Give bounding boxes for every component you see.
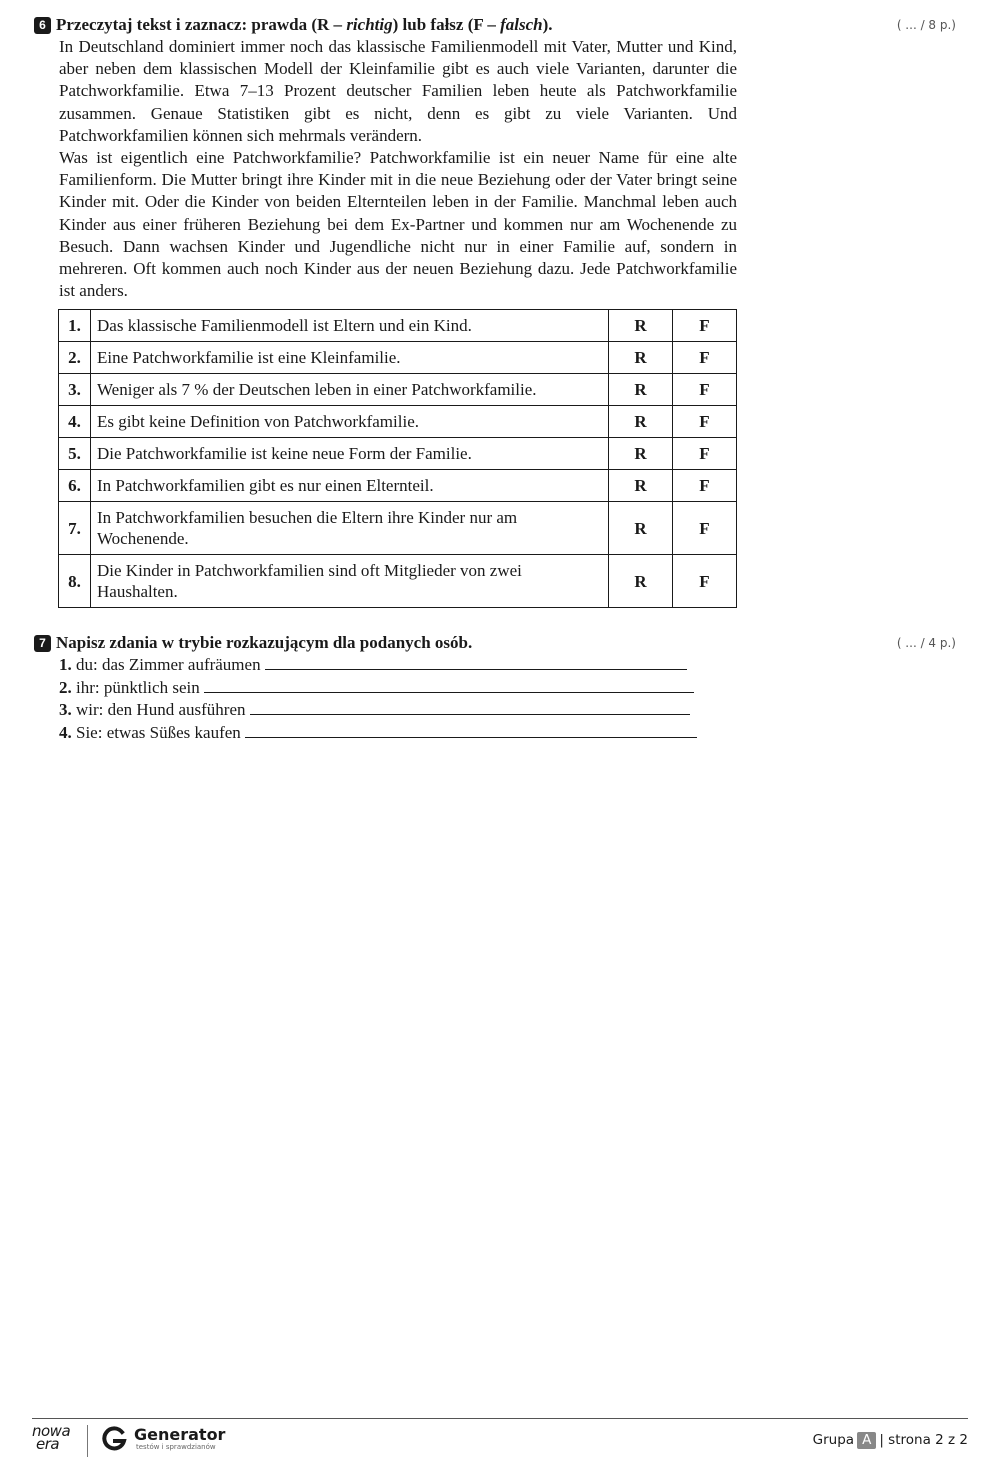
statement-text: Das klassische Familienmodell ist Eltern und ein Kind. [91,310,609,342]
false-option[interactable]: F [673,374,737,406]
true-option[interactable]: R [609,470,673,502]
false-option[interactable]: F [673,310,737,342]
statement-number: 6. [59,470,91,502]
table-row [59,310,737,342]
true-option[interactable]: R [609,502,673,555]
list-item: 2. ihr: pünktlich sein [59,677,964,700]
page-footer [32,1418,968,1469]
task-7-points: ( ... / 4 p.) [896,636,956,650]
statement-text: Die Kinder in Patchworkfamilien sind oft Mitglieder von zwei Haushalten. [91,555,609,608]
table-row [59,342,737,374]
false-option[interactable]: F [673,502,737,555]
false-option[interactable]: F [673,342,737,374]
answer-line[interactable] [204,677,694,693]
table-row [59,438,737,470]
statement-text: Es gibt keine Definition von Patchworkfamilie. [91,406,609,438]
list-item: 1. du: das Zimmer aufräumen [59,654,964,677]
task-6-points: ( ... / 8 p.) [896,18,956,32]
true-option[interactable]: R [609,342,673,374]
table-row [59,502,737,555]
task-number-badge: 7 [34,635,51,652]
true-option[interactable]: R [609,555,673,608]
generator-logo-subtitle: testów i sprawdzianów [136,1443,216,1451]
logo-divider [87,1425,88,1457]
answer-line[interactable] [245,722,697,738]
task-7-header [34,632,964,654]
statement-text: Die Patchworkfamilie ist keine neue Form der Familie. [91,438,609,470]
true-option[interactable]: R [609,310,673,342]
task-6-header [34,14,964,36]
statement-text: In Patchworkfamilien gibt es nur einen Elternteil. [91,470,609,502]
true-option[interactable]: R [609,406,673,438]
statement-number: 8. [59,555,91,608]
statement-text: Eine Patchworkfamilie ist eine Kleinfamilie. [91,342,609,374]
task-6-instruction: Przeczytaj tekst i zaznacz: prawda (R – richtig) lub fałsz (F – falsch). [56,15,553,34]
page-info: Grupa A | strona 2 z 2 [812,1432,968,1448]
table-row [59,470,737,502]
false-option[interactable]: F [673,438,737,470]
statement-number: 2. [59,342,91,374]
table-row [59,406,737,438]
text-paragraph-1: In Deutschland dominiert immer noch das klassische Familienmodell mit Vater, Mutter und Kind, aber neben dem klassischen Modell der Kleinfamilie gibt es auch viele Varianten, darunter die Patchworkfamilie. Etwa 7–13 Prozent deutscher Familien leben heute als Patchworkfamilie zusammen. Genaue Statistiken gibt es nicht, denn es gibt zu viele Varianten. Und Patchworkfamilien können sich mehrmals verändern. [59,37,737,145]
list-item: 4. Sie: etwas Süßes kaufen [59,722,964,745]
statement-number: 1. [59,310,91,342]
statements-table [58,309,737,608]
false-option[interactable]: F [673,470,737,502]
table-row [59,555,737,608]
task-6 [34,14,964,302]
group-badge: A [857,1432,876,1449]
task-number-badge: 6 [34,17,51,34]
generator-logo-text: Generator [134,1425,226,1444]
task-7 [34,632,964,744]
statement-text: In Patchworkfamilien besuchen die Eltern ihre Kinder nur am Wochenende. [91,502,609,555]
statement-number: 3. [59,374,91,406]
text-paragraph-2: Was ist eigentlich eine Patchworkfamilie? Patchworkfamilie ist ein neuer Name für eine alte Familienform. Die Mutter bringt ihre Kinder mit in die neue Beziehung oder der Vater bringt seine Kinder mit. Oder die Kinder von beiden Elternteilen leben in der Familie. Manchmal leben auch Kinder aus einer früheren Beziehung bei dem Ex-Partner und kommen nur am Wochenende zu Besuch. Dann wachsen Kinder und Jugendliche nicht nur in einer Familie auf, sondern in mehreren. Oft kommen auch noch Kinder aus der neuen Beziehung dazu. Jede Patchworkfamilie ist anders. [59,148,737,301]
task-7-instruction: Napisz zdania w trybie rozkazującym dla podanych osób. [56,633,473,652]
generator-g-icon [100,1425,128,1453]
statement-number: 5. [59,438,91,470]
statement-number: 7. [59,502,91,555]
true-option[interactable]: R [609,438,673,470]
true-option[interactable]: R [609,374,673,406]
table-row [59,374,737,406]
statement-number: 4. [59,406,91,438]
statement-text: Weniger als 7 % der Deutschen leben in einer Patchworkfamilie. [91,374,609,406]
answer-line[interactable] [265,654,687,670]
answer-line[interactable] [250,699,690,715]
false-option[interactable]: F [673,406,737,438]
false-option[interactable]: F [673,555,737,608]
list-item: 3. wir: den Hund ausführen [59,699,964,722]
nowa-era-logo: nowa era [32,1422,71,1453]
